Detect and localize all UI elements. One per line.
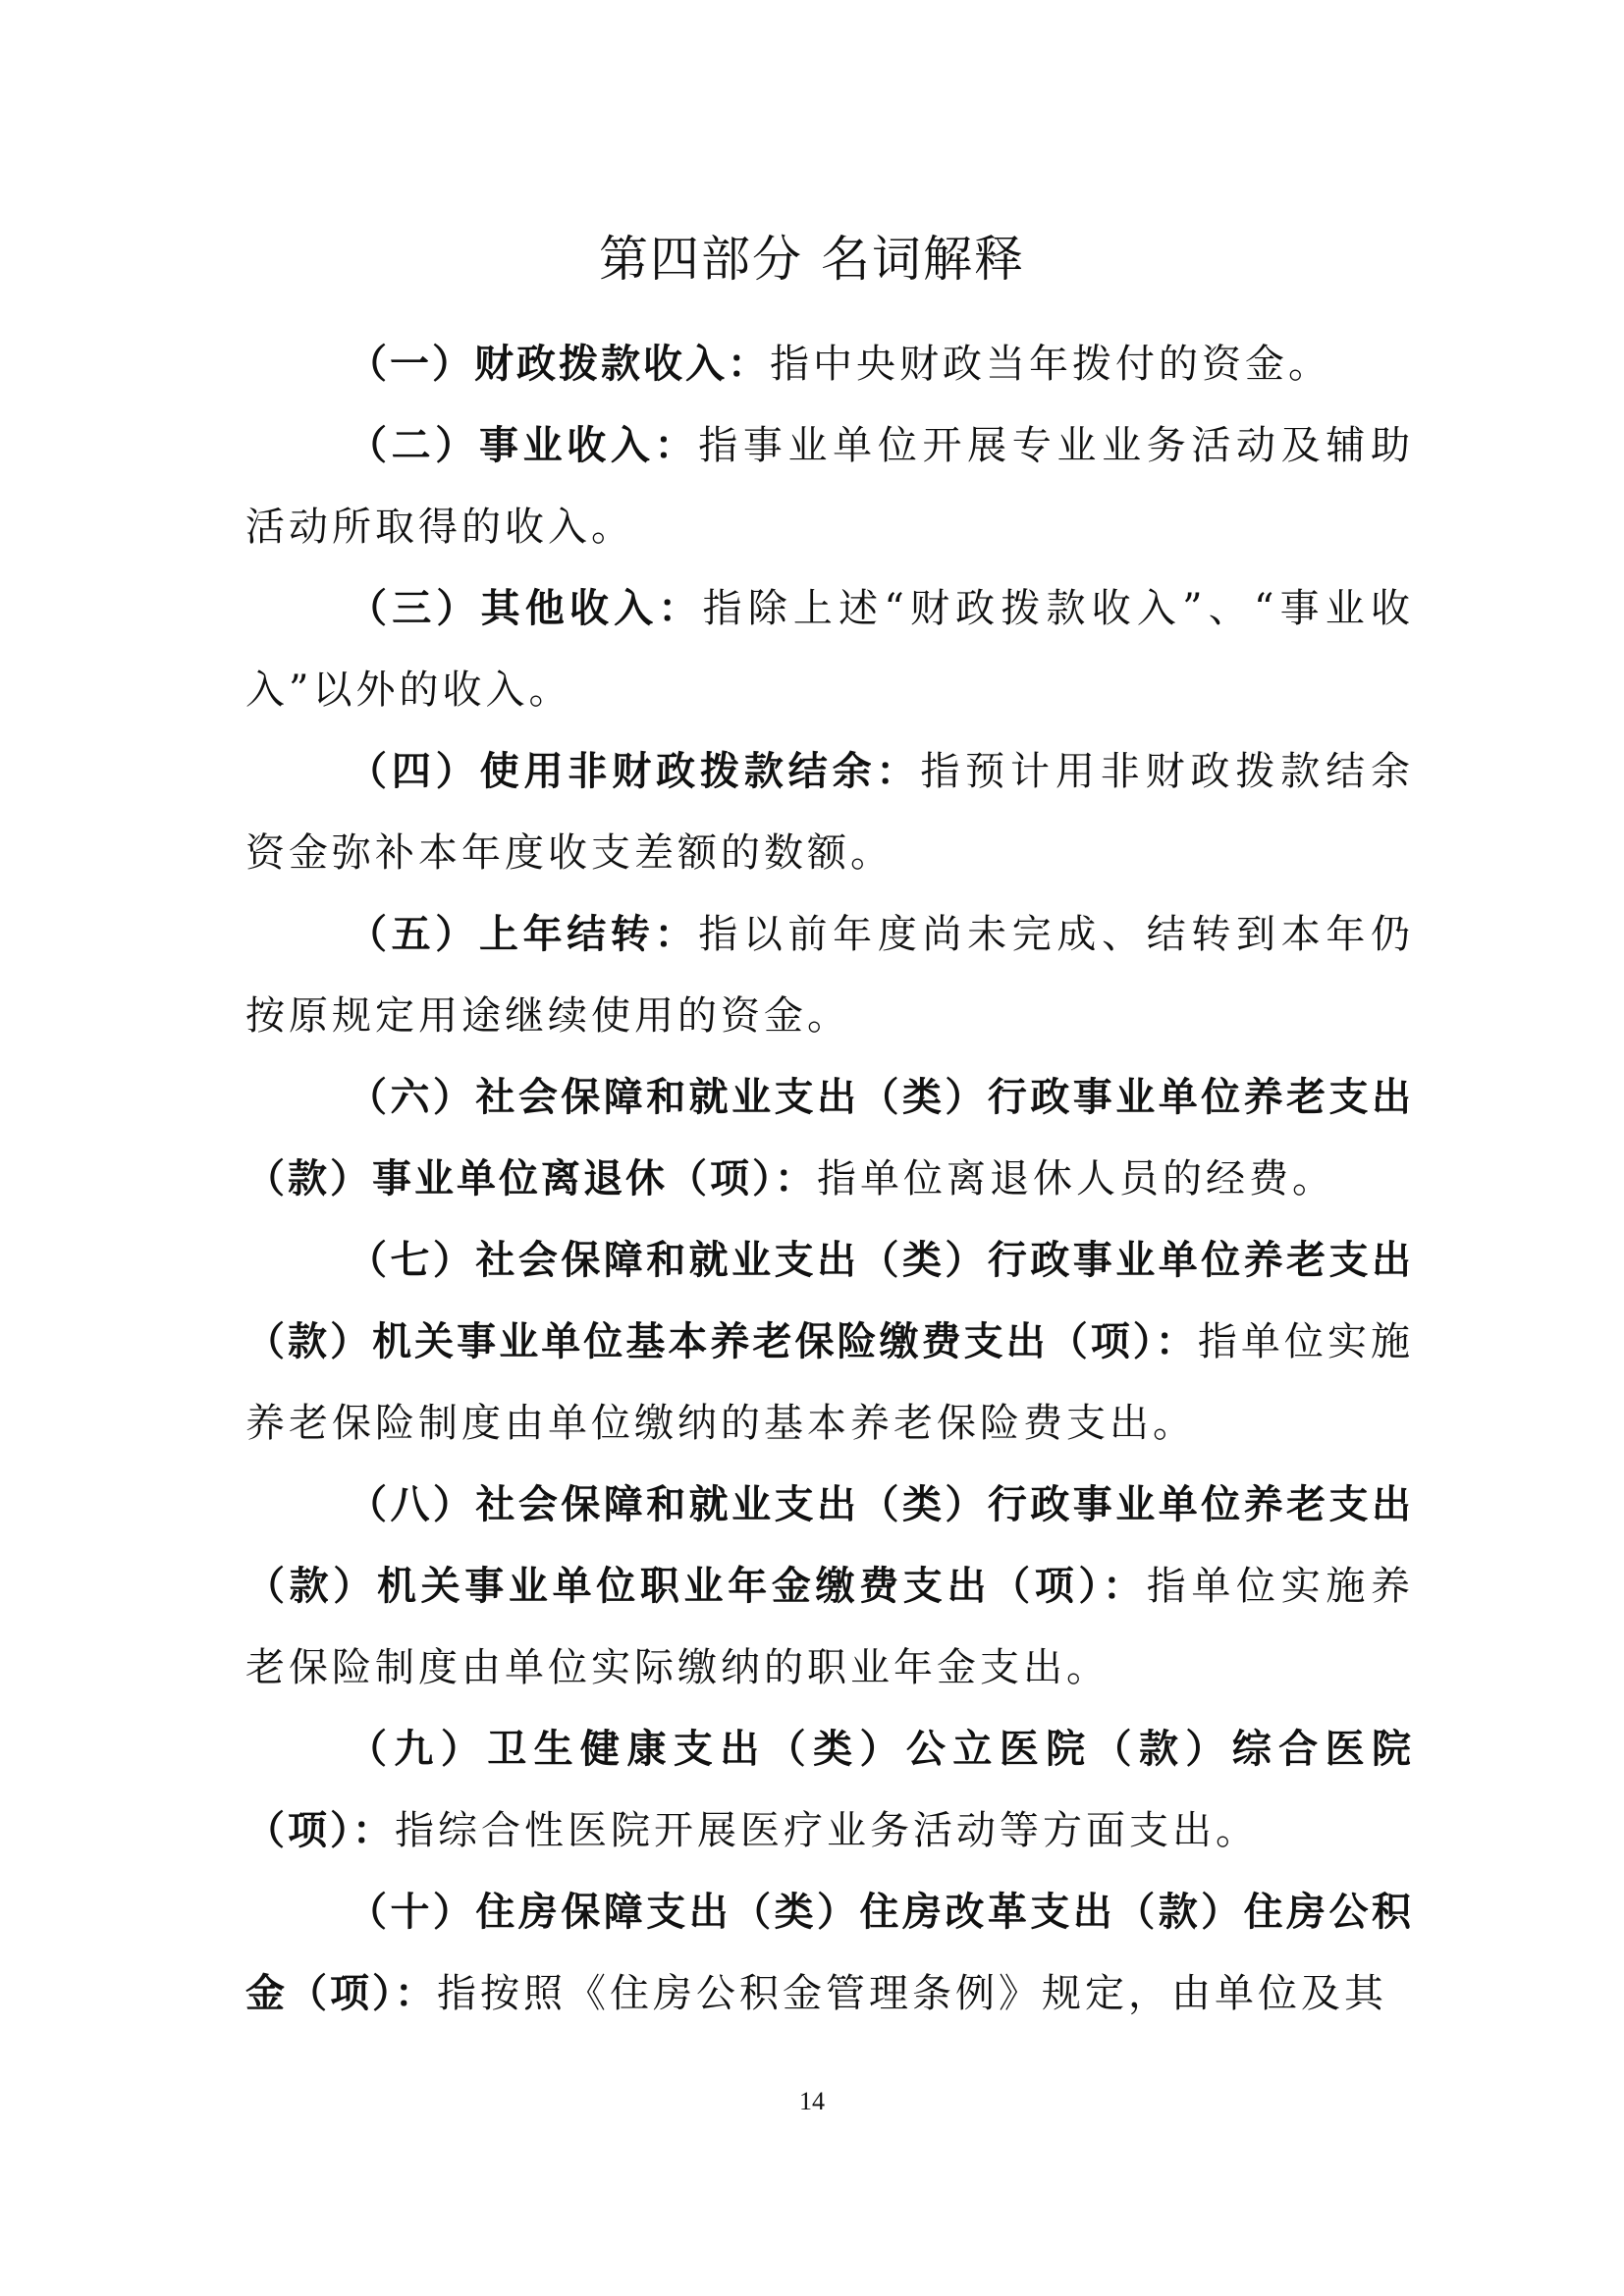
definition-item [245, 894, 1414, 1057]
term-label: （八）社会保障和就业支出（类）行政事业单位养老支出（款）机关事业单位职业年金缴费支出（项）： [245, 1482, 1414, 1609]
term-label: （二）事业收入： [348, 423, 699, 468]
term-definition: 指中央财政当年拨付的资金。 [770, 342, 1331, 387]
term-label: （一）财政拨款收入： [348, 342, 770, 387]
definition-item [245, 1872, 1414, 2035]
term-label: （四）使用非财政拨款结余： [348, 749, 921, 794]
definition-item [245, 1709, 1414, 1872]
definition-item [245, 324, 1414, 405]
term-definition: 指单位离退休人员的经费。 [817, 1156, 1335, 1201]
page-number: 14 [799, 2087, 825, 2115]
definition-item [245, 1057, 1414, 1220]
term-label: （五）上年结转： [348, 912, 699, 957]
term-label: （六）社会保障和就业支出（类）行政事业单位养老支出（款）事业单位离退休（项）： [245, 1075, 1414, 1201]
definition-item [245, 568, 1414, 731]
term-label: （三）其他收入： [348, 586, 703, 631]
definition-item [245, 1220, 1414, 1465]
term-definition: 指除上述“财政拨款收入”、“事业收入”以外的收入。 [245, 586, 1414, 713]
term-definition: 指综合性医院开展医疗业务活动等方面支出。 [395, 1808, 1259, 1853]
term-definition: 指单位实施养老保险制度由单位缴纳的基本养老保险费支出。 [245, 1319, 1415, 1446]
definition-item [245, 405, 1414, 568]
definition-item [245, 731, 1414, 894]
term-definition: 指预计用非财政拨款结余资金弥补本年度收支差额的数额。 [245, 749, 1415, 876]
term-label: （十）住房保障支出（类）住房改革支出（款）住房公积金（项）： [245, 1890, 1414, 2016]
definition-item [245, 1465, 1414, 1709]
term-definition: 指事业单位开展专业业务活动及辅助活动所取得的收入。 [245, 423, 1415, 550]
term-definition: 指单位实施养老保险制度由单位实际缴纳的职业年金支出。 [245, 1564, 1415, 1690]
term-definition: 指按照《住房公积金管理条例》规定，由单位及其 [437, 1971, 1387, 2016]
term-label: （七）社会保障和就业支出（类）行政事业单位养老支出（款）机关事业单位基本养老保险缴费支出（项）： [245, 1238, 1414, 1364]
definitions-list [245, 324, 1414, 2035]
term-definition: 指以前年度尚未完成、结转到本年仍按原规定用途继续使用的资金。 [245, 912, 1415, 1039]
term-label: （九）卫生健康支出（类）公立医院（款）综合医院（项）： [245, 1727, 1414, 1853]
page-title: 第四部分 名词解释 [599, 231, 1025, 288]
